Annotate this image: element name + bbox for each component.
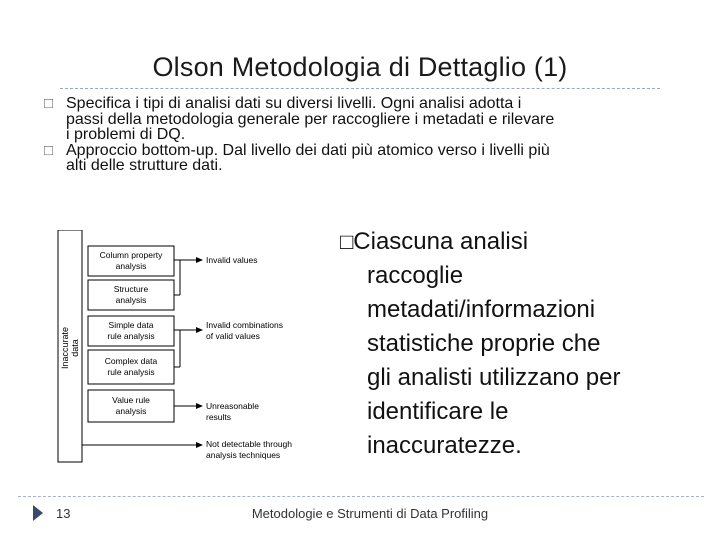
outcome-label: of valid values [206,331,260,341]
analysis-box-label: analysis [115,406,147,416]
analysis-box-label: Column property [99,250,163,260]
right-text-line: identificare le [367,398,509,425]
analysis-box-label: rule analysis [107,331,155,341]
right-text-line: inaccuratezze. [367,432,522,459]
right-text-line: metadati/informazioni [367,296,596,323]
footer-divider [18,496,704,497]
checkbox-bullet-icon: □ [44,141,54,159]
title-divider [60,88,660,89]
bullet-line: i problemi di DQ. [66,126,186,143]
footer-text: Metodologie e Strumenti di Data Profiling [251,506,489,521]
outcome-label: Not detectable through [206,439,293,449]
outcome-labels [206,255,292,460]
analysis-box-label: Value rule [112,395,150,405]
bullet-line: Approccio bottom-up. Dal livello dei dati più atomico verso i livelli più [66,141,550,159]
bullet-line: Specifica i tipi di analisi dati su diversi livelli. Ogni analisi adotta i [66,95,522,112]
side-label-data: data [70,339,80,357]
bullet-list [44,95,680,174]
bullet-item [44,141,680,174]
right-text-line: raccoglie [367,262,464,289]
slide-title: Olson Metodologia di Dettaglio (1) [152,52,568,82]
analysis-box-label: rule analysis [107,367,155,377]
outcome-label: Invalid values [206,255,258,265]
bullet-line: passi della metodologia generale per raccogliere i metadati e rilevare [66,110,555,128]
analysis-box-label: Complex data [104,356,158,366]
outcome-label: results [206,412,232,422]
analysis-levels-diagram [52,230,342,470]
right-text-line: gli analisti utilizzano per [367,364,621,391]
analysis-box-label: analysis [115,261,147,271]
right-text-line: statistiche proprie che [367,330,601,357]
outcome-label: analysis techniques [206,450,281,460]
analysis-box-label: Simple data [108,320,154,330]
right-text-block [340,225,680,463]
side-label-inaccurate: Inaccurate [60,326,70,370]
slide-number: 13 [56,506,71,521]
right-text-line: Ciascuna analisi [353,228,529,255]
outcome-label: Invalid combinations [206,320,284,330]
outcome-label: Unreasonable [206,401,259,411]
checkbox-bullet-icon: □ [340,229,354,254]
checkbox-bullet-icon: □ [44,95,54,112]
analysis-box-label: analysis [115,295,147,305]
bullet-line: alti delle strutture dati. [66,157,223,174]
bullet-item [44,95,680,143]
analysis-box-label: Structure [113,284,149,294]
footer-triangle-icon [33,505,43,521]
analysis-boxes [88,246,174,422]
